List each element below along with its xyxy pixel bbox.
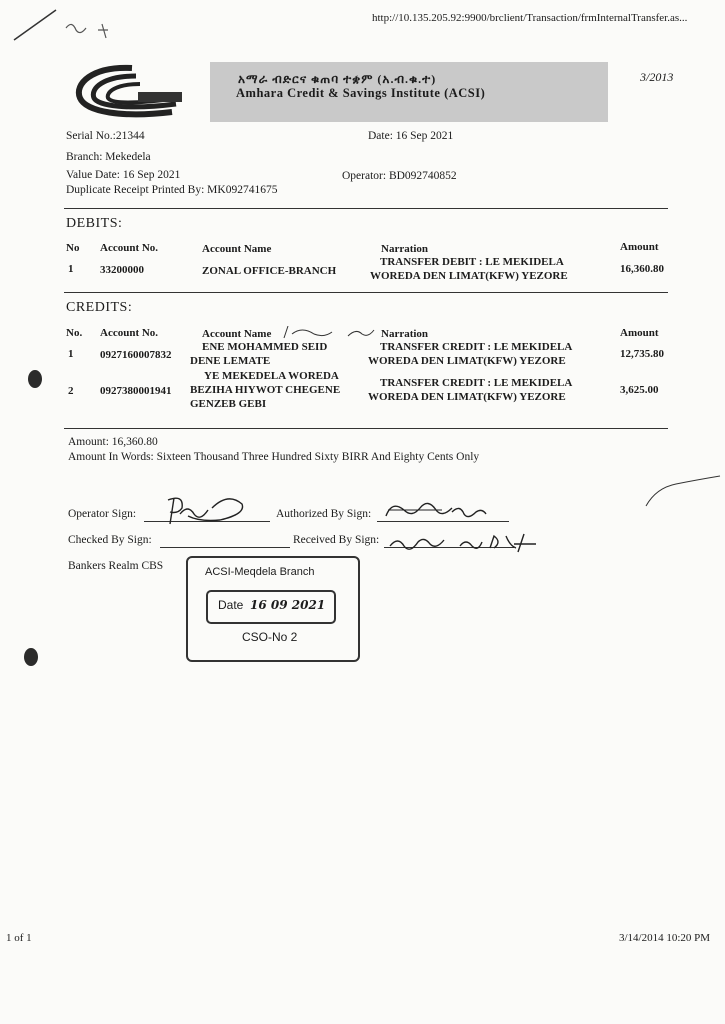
credit-row-1-name-2: DENE LEMATE xyxy=(190,355,271,367)
credit-row-1-account: 0927160007832 xyxy=(100,349,172,361)
receipt-date: Date: 16 Sep 2021 xyxy=(368,130,454,142)
received-sign-label: Received By Sign: xyxy=(293,534,380,546)
credit-row-2-narration-1: TRANSFER CREDIT : LE MEKIDELA xyxy=(380,377,573,389)
debit-row-account: 33200000 xyxy=(100,264,144,276)
credit-row-1-narration-2: WOREDA DEN LIMAT(KFW) YEZORE xyxy=(368,355,566,367)
debits-title: DEBITS: xyxy=(66,216,123,231)
credit-row-2-name-2: BEZIHA HIYWOT CHEGENE xyxy=(190,384,341,396)
handwritten-strike xyxy=(282,326,378,340)
credits-title: CREDITS: xyxy=(66,300,133,315)
amount-in-words: Amount In Words: Sixteen Thousand Three Hundred Sixty BIRR And Eighty Cents Only xyxy=(68,451,480,463)
system-name: Bankers Realm CBS xyxy=(68,560,164,572)
credit-col-no: No. xyxy=(66,327,83,339)
acsi-logo xyxy=(72,64,192,120)
credit-row-2-name-3: GENZEB GEBI xyxy=(190,398,267,410)
duplicate-printed-by: Duplicate Receipt Printed By: MK092741675 xyxy=(66,184,278,196)
total-amount: Amount: 16,360.80 xyxy=(68,436,158,448)
operator-id: Operator: BD092740852 xyxy=(342,170,457,182)
punch-hole xyxy=(28,370,42,388)
debit-row-narration-2: WOREDA DEN LIMAT(KFW) YEZORE xyxy=(370,270,568,282)
credit-row-2-name-1: YE MEKEDELA WOREDA xyxy=(204,370,339,382)
credit-row-1-no: 1 xyxy=(68,348,74,360)
handwritten-note: 3/2013 xyxy=(640,70,674,84)
credit-col-amount: Amount xyxy=(620,327,659,339)
debit-row-narration-1: TRANSFER DEBIT : LE MEKIDELA xyxy=(380,256,564,268)
institute-name-english: Amhara Credit & Savings Institute (ACSI) xyxy=(236,86,486,100)
branch: Branch: Mekedela xyxy=(66,151,151,163)
stamp-date: Date 16 09 2021 xyxy=(218,598,326,612)
print-timestamp: 3/14/2014 10:20 PM xyxy=(619,932,711,944)
credit-row-2-no: 2 xyxy=(68,385,74,397)
operator-signature xyxy=(150,494,250,528)
divider xyxy=(64,208,668,209)
credit-col-account: Account No. xyxy=(100,327,159,339)
credit-row-2-account: 0927380001941 xyxy=(100,385,172,397)
debit-col-account: Account No. xyxy=(100,242,159,254)
authorized-signature xyxy=(382,498,492,524)
stamp-title: ACSI-Meqdela Branch xyxy=(205,566,315,578)
browser-url: http://10.135.205.92:9900/brclient/Transaction/frmInternalTransfer.as... xyxy=(372,12,688,24)
credit-row-1-amount: 12,735.80 xyxy=(620,348,664,360)
value-date: Value Date: 16 Sep 2021 xyxy=(66,169,181,181)
serial-number: Serial No.:21344 xyxy=(66,130,145,142)
checked-sign-line xyxy=(160,547,290,548)
institute-name-amharic: አማራ ብድርና ቁጠባ ተቋም (አ.ብ.ቁ.ተ) xyxy=(238,72,437,86)
stamp-cso-number: CSO-No 2 xyxy=(242,630,298,644)
credit-row-2-narration-2: WOREDA DEN LIMAT(KFW) YEZORE xyxy=(368,391,566,403)
divider xyxy=(64,292,668,293)
authorized-sign-label: Authorized By Sign: xyxy=(276,508,372,520)
received-signature xyxy=(386,530,546,558)
credit-row-2-amount: 3,625.00 xyxy=(620,384,659,396)
debit-col-no: No xyxy=(66,242,80,254)
credit-col-name: Account Name xyxy=(202,328,272,340)
debit-row-no: 1 xyxy=(68,263,74,275)
debit-col-narration: Narration xyxy=(381,243,429,255)
operator-sign-label: Operator Sign: xyxy=(68,508,137,520)
debit-row-amount: 16,360.80 xyxy=(620,263,664,275)
pen-mark xyxy=(644,474,722,508)
page-count: 1 of 1 xyxy=(6,932,32,944)
pen-scribble xyxy=(10,6,120,46)
credit-col-narration: Narration xyxy=(381,328,429,340)
punch-hole xyxy=(24,648,38,666)
credit-row-1-narration-1: TRANSFER CREDIT : LE MEKIDELA xyxy=(380,341,573,353)
debit-col-name: Account Name xyxy=(202,243,272,255)
checked-sign-label: Checked By Sign: xyxy=(68,534,152,546)
divider xyxy=(64,428,668,429)
debit-col-amount: Amount xyxy=(620,241,659,253)
debit-row-name: ZONAL OFFICE-BRANCH xyxy=(202,265,337,277)
credit-row-1-name-1: ENE MOHAMMED SEID xyxy=(202,341,328,353)
